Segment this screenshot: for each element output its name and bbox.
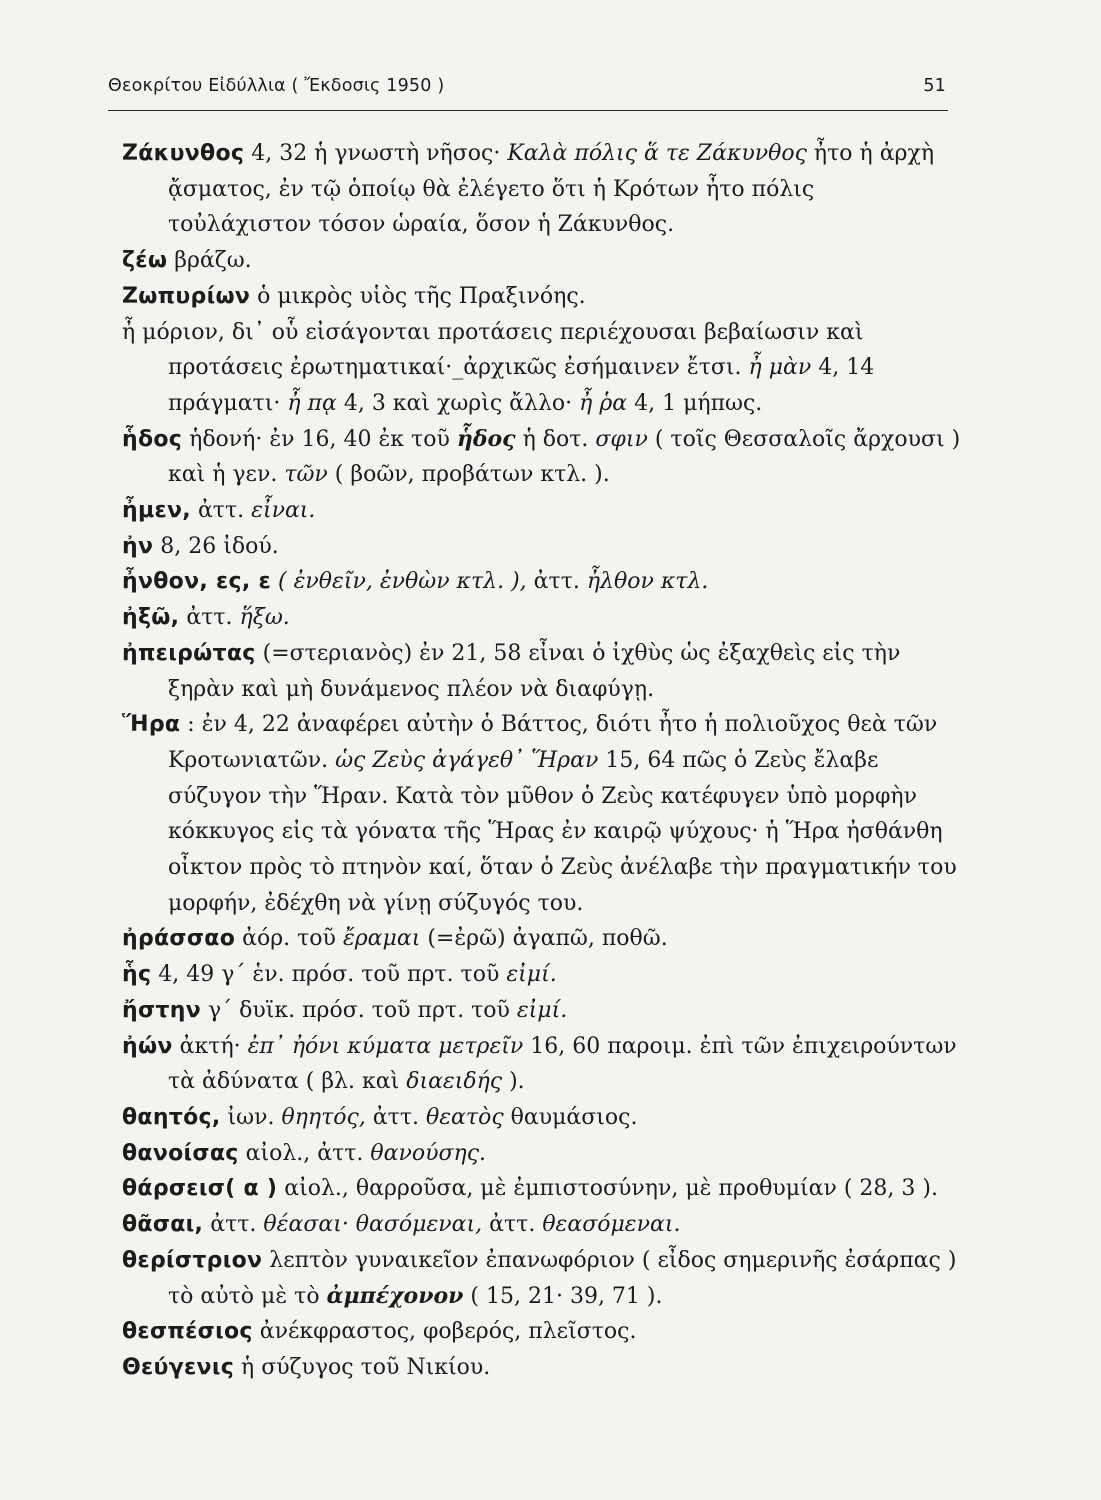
entry-text: 4, 1 μήπως. [627,390,763,416]
entry-text: ἦ μόριον, δι᾽ οὗ εἰσάγονται προτάσεις περιέχουσαι βεβαίωσιν καὶ προτάσεις ἐρωτηματικαί·_ἀρχικῶς ἐσήμαινεν ἔτσι. [122,319,864,381]
entry-text: ( βοῶν, προβάτων κτλ. ). [327,462,610,488]
entry-headword: Ζωπυρίων [122,283,251,309]
entry-text: 16, 60 παροιμ. ἐπὶ τῶν ἐπιχειρούντων τὰ ἀδύνατα ( βλ. καὶ [168,1033,957,1095]
entry-headword: ἠπειρώτας [122,640,256,666]
glossary-entry [122,600,962,636]
glossary-entry [122,1136,962,1172]
entry-text: (=ἐρῶ) ἀγαπῶ, ποθῶ. [420,926,668,952]
entry-text: (=στεριανὸς) ἐν 21, 58 εἶναι ὁ ἰχθὺς ὡς ἐξαχθεὶς εἰς τὴν ξηρὰν καὶ μὴ δυνάμενος πλέον νὰ διαφύγῃ. [168,640,901,702]
entry-text: αἰολ., ἀττ. [238,1140,371,1166]
entry-headword: ἦνθον, ες, ε [122,569,272,595]
entry-quotation: ἦ πᾳ [287,390,337,416]
entry-text: ἰων. [220,1104,282,1130]
entry-quotation: θέασαι· θασόμεναι, [263,1212,483,1238]
entry-headword: θάρσεισ( α ) [122,1176,278,1202]
entry-text: λεπτὸν γυναικεῖον ἐπανωφόριον ( εἶδος σημερινῆς ἐσάρπας ) τὸ αὐτὸ μὲ τὸ [168,1247,957,1309]
glossary-entry [122,1029,962,1100]
entry-text: 15, 64 πῶς ὁ Ζεὺς ἔλαβε σύζυγον τὴν Ἥραν. Κατὰ τὸν μῦθον ὁ Ζεὺς κατέφυγεν ὑπὸ μορφὴν κόκκυγος εἰς τὰ γόνατα τῆς Ἥρας ἐν καιρῷ ψύχους· ἡ Ἥρα ἠσθάνθη οἶκτον πρὸς τὸ πτηνὸν καί, ὅταν ὁ Ζεὺς ἀνέλαβε τὴν πραγματικήν του μορφήν, ἐδέχθη νὰ γίνῃ σύζυγός του. [168,747,957,916]
entry-text: ἦτο ἡ ἀρχὴ ᾄσματος, ἐν τῷ ὁποίῳ θὰ ἐλέγετο ὅτι ἡ Κρότων ἦτο πόλις τοὐλάχιστον τόσον ὡραία, ὅσον ἡ Ζάκυνθος. [168,141,934,238]
entry-text: ἀόρ. τοῦ [235,926,343,952]
glossary-entry [122,1243,962,1314]
running-title: Θεοκρίτου Εἰδύλλια ( Ἔκδοσις 1950 ) [108,76,445,96]
entry-text: ἀνέκφραστος, φοβερός, πλεῖστος. [252,1319,637,1345]
entry-text: ἡδονή· ἐν 16, 40 ἐκ τοῦ [182,426,457,452]
entry-quotation: ( ἐνθεῖν, ἐνθὼν κτλ. ), [278,569,527,595]
glossary-entry [122,136,962,243]
entry-quotation: τῶν [284,462,328,488]
entry-headword: θανοίσας [122,1140,239,1166]
glossary-entry [122,1100,962,1136]
entry-headword: θεσπέσιος [122,1319,253,1345]
entry-text: θαυμάσιος. [503,1104,638,1130]
glossary-entry [122,1314,962,1350]
entry-text: 4, 49 γ΄ ἑν. πρόσ. τοῦ πρτ. τοῦ [151,962,507,988]
entry-text: ). [502,1069,525,1095]
entry-quotation: ἥξω. [239,605,290,631]
entry-text: ἀττ. [526,569,587,595]
entry-headword: ἧς [122,962,152,988]
glossary-entry [122,957,962,993]
entry-text: 4, 32 ἡ γνωστὴ νῆσος· [244,141,508,166]
glossary-entry [122,636,962,707]
glossary-entry [122,993,962,1029]
entry-text: ἀττ. [365,1104,426,1130]
entry-quotation: εἶναι. [251,498,316,524]
entry-quotation: Καλὰ πόλις ἅ τε Ζάκυνθος [507,141,807,166]
entry-headword: ἠών [122,1033,173,1059]
entry-headword: ἠξῶ, [122,605,180,631]
entry-quotation: ἐπ᾽ ἠόνι κύματα μετρεῖν [247,1033,524,1059]
entry-headword: ζέω [122,248,168,274]
glossary-entry [122,921,962,957]
entry-text [271,569,278,594]
glossary-entry [122,243,962,279]
entry-text: βράζω. [167,248,252,274]
entry-headword: Ζάκυνθος [122,141,245,166]
entry-headword: θερίστριον [122,1247,263,1273]
entry-headword: ἦμεν, [122,498,191,524]
entry-quotation: ἦ ῥα [579,390,628,416]
entry-text: ( 15, 21· 39, 71 ). [463,1283,663,1309]
entry-text: γ΄ δυϊκ. πρόσ. τοῦ πρτ. τοῦ [200,997,517,1023]
entry-headword: Θεύγενις [122,1354,235,1380]
entry-quotation: ἀμπέχονον [326,1282,464,1309]
glossary-entry [122,1350,962,1386]
glossary-entries [122,136,962,1386]
entry-text: ( τοῖς Θεσσαλοῖς ἄρχουσι ) καὶ ἡ γεν. [168,426,961,488]
glossary-entry [122,315,962,422]
glossary-entry [122,529,962,565]
entry-text: 4, 14 πράγματι· [168,355,875,416]
entry-headword: ἧδος [122,426,183,452]
entry-text: ἀττ. [203,1212,264,1238]
entry-quotation: θηητός, [281,1104,366,1130]
entry-quotation: θεασόμεναι. [542,1212,681,1238]
entry-headword: θαητός, [122,1104,221,1130]
glossary-entry [122,422,962,493]
entry-text: ἀκτή· [172,1033,248,1059]
glossary-entry [122,564,962,600]
entry-text: ἀττ. [482,1212,543,1238]
page-number: 51 [923,76,946,96]
entry-text: αἰολ., θαρροῦσα, μὲ ἐμπιστοσύνην, μὲ προθυμίαν ( 28, 3 ). [277,1176,938,1202]
glossary-entry [122,493,962,529]
entry-text: ὁ μικρὸς υἱὸς τῆς Πραξινόης. [250,283,586,309]
entry-quotation: ἦλθον κτλ. [586,569,709,595]
glossary-entry [122,1171,962,1207]
entry-quotation: διαειδής [406,1069,503,1095]
entry-text: ἡ σύζυγος τοῦ Νικίου. [234,1354,491,1380]
entry-headword: θᾶσαι, [122,1212,204,1238]
entry-text: 4, 3 καὶ χωρὶς ἄλλο· [336,390,580,416]
entry-headword: Ἥρα [122,712,181,738]
entry-text: 8, 26 ἰδού. [153,533,279,559]
entry-quotation: ἧδος [456,425,516,452]
entry-text: ἀττ. [190,498,252,524]
entry-quotation: θεατὸς [426,1104,504,1130]
entry-quotation: εἰμί. [516,997,568,1023]
entry-headword: ἤστην [122,997,201,1023]
page-header [108,76,946,96]
entry-text: ἀττ. [179,605,240,631]
glossary-entry [122,707,962,921]
entry-text: : ἐν 4, 22 ἀναφέρει αὐτὴν ὁ Βάττος, διότι ἦτο ἡ πολιοῦχος θεὰ τῶν Κροτωνιατῶν. [168,712,938,773]
entry-text: ἡ δοτ. [515,426,596,452]
glossary-entry [122,279,962,315]
entry-headword: ἠν [122,533,154,559]
entry-quotation: σφιν [595,426,648,452]
glossary-entry [122,1207,962,1243]
entry-quotation: ἦ μὰν [748,355,812,381]
entry-quotation: εἰμί. [506,962,557,988]
entry-quotation: ἔραμαι [342,926,421,952]
entry-headword: ἠράσσαο [122,926,236,952]
entry-quotation: θανούσης. [370,1140,487,1166]
header-rule [108,110,948,111]
entry-quotation: ὡς Ζεὺς ἀγάγεθ᾽ Ἥραν [335,747,599,773]
